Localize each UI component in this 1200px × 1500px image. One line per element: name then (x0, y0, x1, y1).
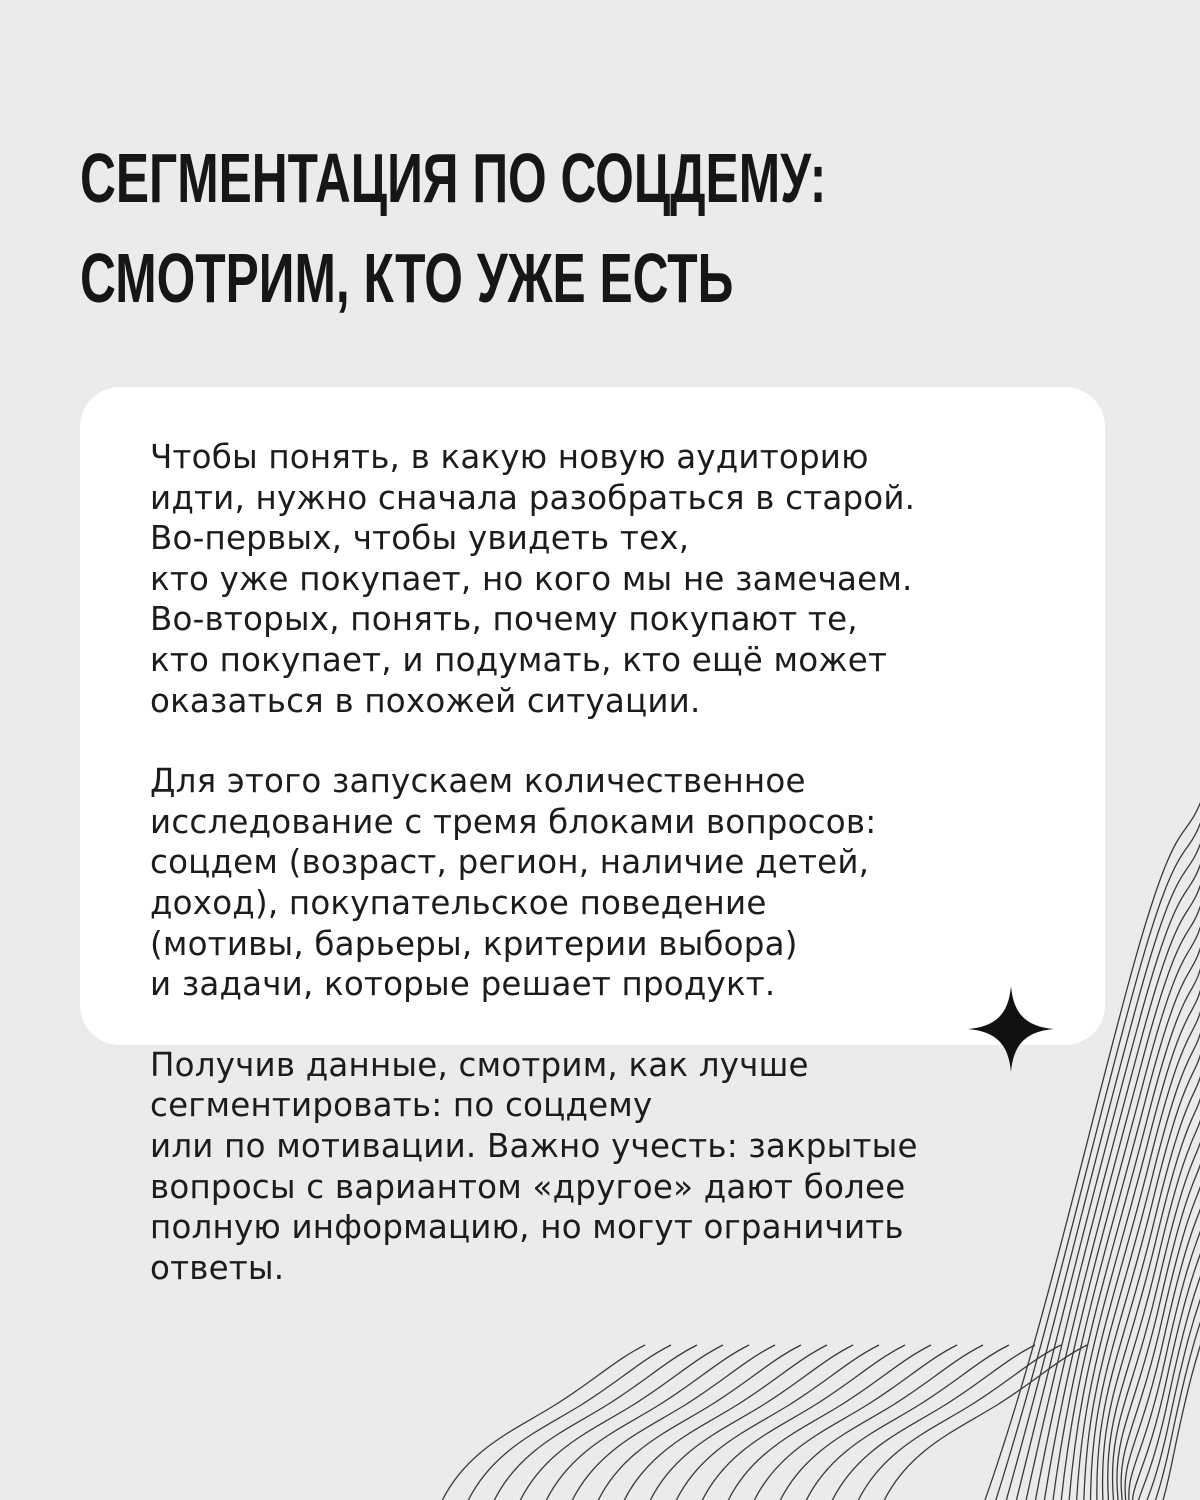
wave-line (648, 1345, 853, 1500)
wave-line (466, 1345, 671, 1500)
wave-line (700, 1345, 905, 1500)
wave-line (596, 1345, 801, 1500)
text-line: оказаться в похожей ситуации. (150, 681, 701, 720)
paragraph-segmentation (150, 1045, 1105, 1289)
content-card (80, 387, 1105, 1287)
wave-line (830, 1345, 1035, 1500)
title-line-1: СЕГМЕНТАЦИЯ ПО СОЦДЕМУ: (80, 139, 827, 217)
text-line: соцдем (возраст, регион, наличие детей, (150, 843, 870, 882)
wave-line (726, 1345, 931, 1500)
wave-line (752, 1345, 957, 1500)
wave-line (570, 1345, 775, 1500)
text-line: и задачи, которые решает продукт. (150, 965, 776, 1004)
wave-line (856, 1345, 1061, 1500)
title-line-2: СМОТРИМ, КТО УЖЕ ЕСТЬ (80, 239, 734, 317)
text-line: Для этого запускаем количественное (150, 762, 806, 801)
text-line: или по мотивации. Важно учесть: закрытые (150, 1126, 918, 1165)
paragraph-intro (150, 437, 1105, 721)
wave-line (1129, 1190, 1200, 1500)
four-point-star-icon (968, 986, 1054, 1072)
text-line: сегментировать: по соцдему (150, 1086, 653, 1125)
text-line: Во-вторых, понять, почему покупают те, (150, 600, 858, 639)
page-title (80, 128, 826, 328)
text-line: Чтобы понять, в какую новую аудиторию (150, 438, 869, 476)
wave-line (492, 1345, 697, 1500)
wave-line (804, 1345, 1009, 1500)
text-line: вопросы с вариантом «другое» дают более (150, 1167, 906, 1206)
text-line: кто покупает, и подумать, кто ещё может (150, 640, 888, 679)
wave-line (1145, 1290, 1200, 1500)
paragraph-research (150, 761, 1105, 1005)
wave-line (1113, 1110, 1200, 1500)
text-line: полную информацию, но могут ограничить (150, 1208, 904, 1247)
text-line: (мотивы, барьеры, критерии выбора) (150, 924, 798, 963)
wave-line (622, 1345, 827, 1500)
wave-line (518, 1345, 723, 1500)
text-line: ответы. (150, 1248, 285, 1287)
wave-line (674, 1345, 879, 1500)
text-line: идти, нужно сначала разобраться в старой. (150, 478, 916, 517)
wave-line (778, 1345, 983, 1500)
text-line: Во-первых, чтобы увидеть тех, (150, 519, 690, 558)
text-line: исследование с тремя блоками вопросов: (150, 802, 877, 841)
text-line: доход), покупательское поведение (150, 883, 767, 922)
wave-line (544, 1345, 749, 1500)
text-line: Получив данные, смотрим, как лучше (150, 1045, 809, 1084)
text-line: кто уже покупает, но кого мы не замечаем. (150, 559, 913, 598)
wave-line (440, 1345, 645, 1500)
